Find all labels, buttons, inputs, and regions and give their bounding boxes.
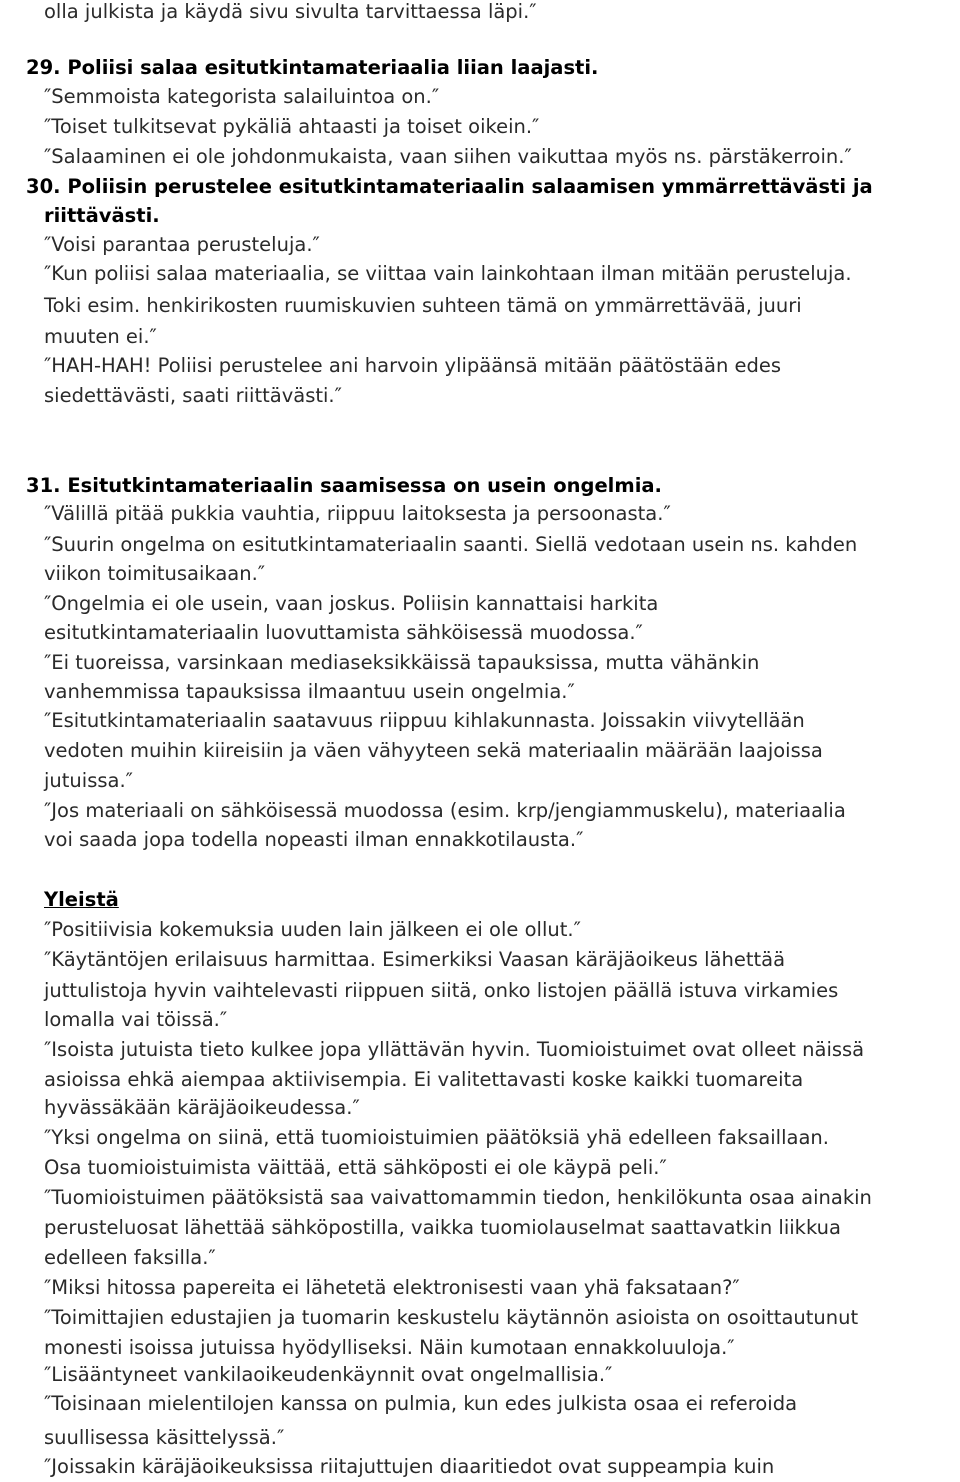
section-4-text-line: edelleen faksilla.″ bbox=[44, 1246, 216, 1269]
section-3-text-line: ″Suurin ongelma on esitutkintamateriaalin saanti. Siellä vedotaan usein ns. kahden bbox=[44, 533, 858, 556]
section-heading-1-line-1: 29. Poliisi salaa esitutkintamateriaalia liian laajasti. bbox=[26, 56, 599, 79]
section-4-text-line: ″Lisääntyneet vankilaoikeudenkäynnit ovat ongelmallisia.″ bbox=[44, 1363, 613, 1386]
section-4-text-line: ″Toimittajien edustajien ja tuomarin keskustelu käytännön asioista on osoittautunut bbox=[44, 1306, 859, 1329]
section-3-text-line: vanhemmissa tapauksissa ilmaantuu usein ongelmia.″ bbox=[44, 680, 575, 703]
section-1-text-line: ″Toiset tulkitsevat pykäliä ahtaasti ja toiset oikein.″ bbox=[44, 115, 540, 138]
section-3-text-line: ″Ei tuoreissa, varsinkaan mediaseksikkäissä tapauksissa, mutta vähänkin bbox=[44, 651, 760, 674]
section-4-text-line: ″Isoista jutuista tieto kulkee jopa yllättävän hyvin. Tuomioistuimet ovat olleet näissä bbox=[44, 1038, 865, 1061]
section-2-text-line: ″Voisi parantaa perusteluja.″ bbox=[44, 233, 320, 256]
section-2-text-line: siedettävästi, saati riittävästi.″ bbox=[44, 384, 342, 407]
section-2-text-line: Toki esim. henkirikosten ruumiskuvien suhteen tämä on ymmärrettävää, juuri bbox=[44, 294, 802, 317]
section-3-text-line: voi saada jopa todella nopeasti ilman ennakkotilausta.″ bbox=[44, 828, 584, 851]
section-4-text-line: monesti isoissa jutuissa hyödylliseksi. Näin kumotaan ennakkoluuloja.″ bbox=[44, 1336, 735, 1359]
section-2-text-line: ″HAH-HAH! Poliisi perustelee ani harvoin ylipäänsä mitään päätöstään edes bbox=[44, 354, 782, 377]
section-heading-2-line-1: 30. Poliisin perustelee esitutkintamateriaalin salaamisen ymmärrettävästi ja bbox=[26, 175, 873, 198]
section-4-text-line: ″Positiivisia kokemuksia uuden lain jälkeen ei ole ollut.″ bbox=[44, 918, 581, 941]
section-4-text-line: asioissa ehkä aiempaa aktiivisempia. Ei valitettavasti koske kaikki tuomareita bbox=[44, 1068, 804, 1091]
intro-line: olla julkista ja käydä sivu sivulta tarvittaessa läpi.″ bbox=[44, 0, 537, 23]
section-4-text-line: Osa tuomioistuimista väittää, että sähköposti ei ole käypä peli.″ bbox=[44, 1156, 667, 1179]
section-4-text-line: ″Miksi hitossa papereita ei lähetetä elektronisesti vaan yhä faksataan?″ bbox=[44, 1276, 740, 1299]
section-4-text-line: ″Toisinaan mielentilojen kanssa on pulmia, kun edes julkista osaa ei referoida bbox=[44, 1392, 798, 1415]
section-3-text-line: ″Ongelmia ei ole usein, vaan joskus. Poliisin kannattaisi harkita bbox=[44, 592, 659, 615]
section-3-text-line: viikon toimitusaikaan.″ bbox=[44, 562, 266, 585]
section-3-text-line: vedoten muihin kiireisiin ja väen vähyyteen sekä materiaalin määrään laajoissa bbox=[44, 739, 823, 762]
section-4-text-line: hyvässäkään käräjäoikeudessa.″ bbox=[44, 1096, 360, 1119]
section-4-text-line: ″Tuomioistuimen päätöksistä saa vaivattomammin tiedon, henkilökunta osaa ainakin bbox=[44, 1186, 872, 1209]
section-3-text-line: ″Välillä pitää pukkia vauhtia, riippuu laitoksesta ja persoonasta.″ bbox=[44, 502, 671, 525]
section-2-text-line: ″Kun poliisi salaa materiaalia, se viittaa vain lainkohtaan ilman mitään perusteluja. bbox=[44, 262, 852, 285]
section-heading-3-line-1: 31. Esitutkintamateriaalin saamisessa on usein ongelmia. bbox=[26, 474, 662, 497]
section-4-text-line: suullisessa käsittelyssä.″ bbox=[44, 1426, 285, 1449]
section-4-text-line: perusteluosat lähettää sähköpostilla, vaikka tuomiolauselmat saattavatkin liikkua bbox=[44, 1216, 841, 1239]
section-heading-2-line-2: riittävästi. bbox=[44, 204, 160, 227]
section-3-text-line: ″Esitutkintamateriaalin saatavuus riippuu kihlakunnasta. Joissakin viivytellään bbox=[44, 709, 805, 732]
section-4-text-line: lomalla vai töissä.″ bbox=[44, 1008, 228, 1031]
section-3-text-line: jutuissa.″ bbox=[44, 769, 133, 792]
section-4-text-line: ″Yksi ongelma on siinä, että tuomioistuimien päätöksiä yhä edelleen faksaillaan. bbox=[44, 1126, 829, 1149]
section-1-text-line: ″Salaaminen ei ole johdonmukaista, vaan siihen vaikuttaa myös ns. pärstäkerroin.″ bbox=[44, 145, 852, 168]
section-3-text-line: ″Jos materiaali on sähköisessä muodossa (esim. krp/jengiammuskelu), materiaalia bbox=[44, 799, 846, 822]
section-4-text-line: ″Käytäntöjen erilaisuus harmittaa. Esimerkiksi Vaasan käräjäoikeus lähettää bbox=[44, 948, 786, 971]
section-2-text-line: muuten ei.″ bbox=[44, 325, 157, 348]
section-4-text-line: ″Joissakin käräjäoikeuksissa riitajuttujen diaaritiedot ovat suppeampia kuin bbox=[44, 1455, 775, 1478]
section-3-text-line: esitutkintamateriaalin luovuttamista sähköisessä muodossa.″ bbox=[44, 621, 643, 644]
section-heading-4-line-1: Yleistä bbox=[44, 888, 119, 911]
section-1-text-line: ″Semmoista kategorista salailuintoa on.″ bbox=[44, 85, 440, 108]
section-4-text-line: juttulistoja hyvin vaihtelevasti riippuen siitä, onko listojen päällä istuva virkamies bbox=[44, 979, 839, 1002]
